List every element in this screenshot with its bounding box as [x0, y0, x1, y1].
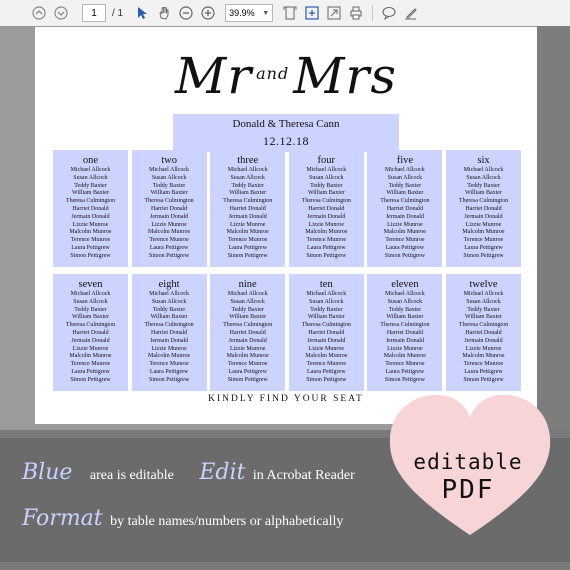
guest-name: Harriet Donald — [465, 205, 502, 212]
guest-name: Laura Pettigrew — [149, 368, 189, 375]
guest-name: Teddy Baxter — [467, 306, 500, 313]
guest-name: Jermain Donald — [307, 213, 346, 220]
guest-name: Terence Munroe — [227, 361, 268, 368]
guest-name: Jermain Donald — [464, 337, 503, 344]
footer-text: KINDLY FIND YOUR SEAT — [208, 394, 364, 404]
guest-name: Simon Pettigrew — [227, 252, 268, 259]
guest-name: Simon Pettigrew — [227, 376, 268, 383]
guest-name: Laura Pettigrew — [228, 244, 267, 251]
guest-name: Michael Allcock — [463, 291, 504, 297]
guest-name: Terence Munroe — [227, 237, 268, 244]
guest-name: Lizzie Munroe — [229, 345, 266, 352]
guest-name: Lizzie Munroe — [229, 221, 266, 228]
guest-name: Simon Pettigrew — [70, 252, 111, 259]
guest-name: William Baxter — [229, 190, 267, 197]
guest-name: Harriet Donald — [229, 205, 266, 212]
table-name: eight — [158, 279, 180, 290]
guest-name: Simon Pettigrew — [70, 376, 111, 383]
guest-name: Lizzie Munroe — [465, 221, 502, 228]
table-name: four — [317, 155, 336, 166]
guest-name: Harriet Donald — [151, 205, 188, 212]
guest-name: Simon Pettigrew — [384, 252, 425, 259]
zoom-level-select[interactable] — [225, 4, 273, 22]
guest-name: Laura Pettigrew — [71, 368, 110, 375]
heart-text-editable: editable — [413, 450, 523, 474]
guest-name: Theresa Culmington — [65, 198, 116, 205]
guest-name: Simon Pettigrew — [306, 376, 347, 383]
table-name: seven — [78, 279, 103, 290]
guest-name: Simon Pettigrew — [306, 252, 347, 259]
guest-name: Terence Munroe — [149, 237, 189, 244]
guest-name: Malcolm Munroe — [69, 229, 112, 236]
promo-script-edit: Edit — [199, 460, 246, 485]
guest-name: Laura Pettigrew — [307, 244, 346, 251]
guest-name: Laura Pettigrew — [71, 244, 110, 251]
guest-name: William Baxter — [72, 314, 109, 321]
guest-name: Theresa Culmington — [65, 322, 116, 329]
guest-name: Susan Allcock — [466, 174, 501, 181]
guest-name: Michael Allcock — [306, 291, 347, 297]
guest-name: Susan Allcock — [151, 298, 187, 305]
guest-name: William Baxter — [150, 190, 188, 197]
guest-name: Malcolm Munroe — [462, 229, 505, 236]
table-name: three — [237, 155, 259, 166]
title-mrs: Mrs — [293, 47, 397, 105]
guest-name: Lizzie Munroe — [387, 345, 423, 352]
guest-name: William Baxter — [386, 190, 424, 197]
fit-page-icon[interactable] — [281, 4, 299, 22]
guest-name: Michael Allcock — [227, 167, 268, 173]
guest-name: Terence Munroe — [463, 237, 504, 244]
guest-name: Malcolm Munroe — [69, 353, 112, 360]
full-screen-icon[interactable] — [325, 4, 343, 22]
seating-table-five[interactable] — [367, 150, 442, 267]
guest-name: Terence Munroe — [306, 237, 346, 244]
guest-name: Michael Allcock — [70, 291, 111, 297]
guest-name: Susan Allcock — [387, 174, 423, 181]
page-up-icon[interactable] — [30, 4, 48, 22]
guest-name: Terence Munroe — [149, 361, 189, 368]
guest-name: Michael Allcock — [463, 167, 504, 173]
couple-names: Donald & Theresa Cann — [232, 118, 340, 130]
table-name: ten — [319, 279, 333, 290]
guest-name: Terence Munroe — [70, 361, 111, 368]
guest-name: Teddy Baxter — [152, 182, 186, 189]
guest-name: Theresa Culmington — [458, 198, 509, 205]
guest-name: Michael Allcock — [149, 291, 189, 297]
guest-name: William Baxter — [386, 314, 424, 321]
guest-name: Harriet Donald — [229, 329, 266, 336]
guest-name: Michael Allcock — [70, 167, 111, 173]
guest-name: Teddy Baxter — [388, 182, 422, 189]
guest-name: Terence Munroe — [385, 361, 425, 368]
guest-name: Teddy Baxter — [74, 182, 107, 189]
guest-name: Jermain Donald — [228, 337, 267, 344]
guest-name: Malcolm Munroe — [383, 229, 426, 236]
seating-table-seven[interactable] — [53, 274, 128, 391]
page-down-icon[interactable] — [52, 4, 70, 22]
guest-name: Harriet Donald — [308, 205, 345, 212]
zoom-in-icon[interactable] — [199, 4, 217, 22]
guest-name: Teddy Baxter — [310, 306, 343, 313]
guest-name: Malcolm Munroe — [305, 353, 348, 360]
comment-icon[interactable] — [380, 4, 398, 22]
zoom-out-icon[interactable] — [177, 4, 195, 22]
guest-name: Terence Munroe — [306, 361, 346, 368]
seating-table-eight[interactable] — [132, 274, 207, 391]
guest-name: Jermain Donald — [150, 337, 189, 344]
guest-name: Jermain Donald — [71, 337, 110, 344]
guest-name: Susan Allcock — [230, 298, 265, 305]
guest-name: Laura Pettigrew — [385, 244, 425, 251]
promo-line-2 — [22, 506, 343, 531]
guest-name: Harriet Donald — [308, 329, 345, 336]
seating-table-six[interactable] — [446, 150, 521, 267]
guest-name: Simon Pettigrew — [463, 376, 504, 383]
guest-name: Theresa Culmington — [223, 322, 273, 329]
table-name: eleven — [391, 279, 419, 290]
guest-name: Terence Munroe — [463, 361, 504, 368]
guest-name: Lizzie Munroe — [151, 345, 187, 352]
guest-name: William Baxter — [465, 190, 502, 197]
guest-name: Harriet Donald — [72, 205, 109, 212]
table-name: two — [161, 155, 177, 166]
couple-names-field[interactable] — [173, 114, 399, 152]
seating-table-two[interactable] — [132, 150, 207, 267]
guest-name: Jermain Donald — [150, 213, 189, 220]
guest-name: Susan Allcock — [466, 298, 501, 305]
guest-name: Michael Allcock — [384, 291, 425, 297]
guest-name: William Baxter — [229, 314, 267, 321]
guest-name: William Baxter — [150, 314, 188, 321]
guest-name: Susan Allcock — [387, 298, 423, 305]
interactive-zoom-icon[interactable] — [303, 4, 321, 22]
guest-name: Laura Pettigrew — [228, 368, 267, 375]
guest-name: Lizzie Munroe — [465, 345, 502, 352]
guest-name: Malcolm Munroe — [148, 353, 191, 360]
guest-name: Lizzie Munroe — [308, 221, 345, 228]
guest-name: Lizzie Munroe — [72, 221, 109, 228]
seating-table-nine[interactable] — [210, 274, 285, 391]
guest-name: Laura Pettigrew — [385, 368, 425, 375]
seating-table-ten[interactable] — [289, 274, 364, 391]
guest-name: Laura Pettigrew — [307, 368, 346, 375]
guest-name: Lizzie Munroe — [151, 221, 187, 228]
select-tool-icon[interactable] — [133, 4, 151, 22]
seating-table-twelve[interactable] — [446, 274, 521, 391]
seating-chart-page — [35, 27, 537, 424]
guest-name: William Baxter — [307, 190, 345, 197]
seating-table-four[interactable] — [289, 150, 364, 267]
guest-name: Malcolm Munroe — [226, 353, 269, 360]
guest-name: Terence Munroe — [70, 237, 111, 244]
event-date: 12.12.18 — [263, 134, 309, 148]
promo-script-blue: Blue — [22, 460, 73, 485]
table-name: twelve — [469, 279, 498, 290]
guest-name: Malcolm Munroe — [226, 229, 269, 236]
guest-name: Simon Pettigrew — [384, 376, 425, 383]
guest-name: Theresa Culmington — [301, 322, 351, 329]
guest-name: Simon Pettigrew — [149, 252, 190, 259]
guest-name: Malcolm Munroe — [148, 229, 191, 236]
seating-table-three[interactable] — [210, 150, 285, 267]
guest-name: Theresa Culmington — [380, 198, 430, 205]
guest-name: Teddy Baxter — [310, 182, 343, 189]
guest-name: Susan Allcock — [73, 174, 108, 181]
guest-name: Simon Pettigrew — [463, 252, 504, 259]
guest-name: Malcolm Munroe — [462, 353, 505, 360]
zoom-level-value: 39.9% — [229, 8, 255, 18]
title-mr: Mr — [175, 47, 253, 105]
viewer-side-strip — [536, 26, 570, 430]
guest-name: Theresa Culmington — [301, 198, 351, 205]
guest-name: Teddy Baxter — [74, 306, 107, 313]
guest-name: Teddy Baxter — [467, 182, 500, 189]
guest-name: Teddy Baxter — [388, 306, 422, 313]
guest-name: William Baxter — [72, 190, 109, 197]
guest-name: Lizzie Munroe — [308, 345, 345, 352]
acrobat-toolbar — [0, 0, 570, 27]
promo-text-2: in Acrobat Reader — [252, 468, 355, 483]
promo-line-1 — [22, 460, 355, 485]
guest-name: Terence Munroe — [385, 237, 425, 244]
guest-name: Theresa Culmington — [380, 322, 430, 329]
page-number-input[interactable]: 1 — [82, 4, 106, 22]
guest-name: Harriet Donald — [151, 329, 188, 336]
guest-name: Lizzie Munroe — [72, 345, 109, 352]
guest-name: Jermain Donald — [71, 213, 110, 220]
guest-name: William Baxter — [465, 314, 502, 321]
guest-name: Susan Allcock — [309, 174, 344, 181]
page-title — [35, 47, 537, 105]
toolbar-separator — [372, 5, 373, 21]
guest-name: Jermain Donald — [385, 337, 424, 344]
page-total: / 1 — [112, 7, 124, 19]
heart-text-pdf: PDF — [441, 475, 495, 505]
promo-script-format: Format — [22, 506, 103, 531]
guest-name: Laura Pettigrew — [464, 368, 503, 375]
table-name: one — [82, 155, 99, 166]
sign-pen-icon[interactable] — [402, 4, 420, 22]
promo-text-1: area is editable — [89, 468, 174, 483]
guest-name: Michael Allcock — [149, 167, 189, 173]
guest-name: Simon Pettigrew — [149, 376, 190, 383]
table-name: nine — [238, 279, 257, 290]
seating-table-one[interactable] — [53, 150, 128, 267]
guest-name: Susan Allcock — [151, 174, 187, 181]
guest-name: Malcolm Munroe — [383, 353, 426, 360]
guest-name: Theresa Culmington — [144, 322, 194, 329]
guest-name: Jermain Donald — [307, 337, 346, 344]
chevron-down-icon: ▼ — [262, 9, 270, 17]
guest-name: Teddy Baxter — [231, 306, 264, 313]
guest-name: Jermain Donald — [385, 213, 424, 220]
guest-name: Susan Allcock — [73, 298, 108, 305]
guest-name: Jermain Donald — [228, 213, 267, 220]
guest-name: Teddy Baxter — [152, 306, 186, 313]
seating-table-eleven[interactable] — [367, 274, 442, 391]
guest-name: Laura Pettigrew — [464, 244, 503, 251]
guest-name: Michael Allcock — [227, 291, 268, 297]
guest-name: Harriet Donald — [386, 329, 423, 336]
table-name: six — [477, 155, 490, 166]
guest-name: Jermain Donald — [464, 213, 503, 220]
tables-grid — [53, 150, 521, 391]
guest-name: Lizzie Munroe — [387, 221, 423, 228]
guest-name: Michael Allcock — [384, 167, 425, 173]
guest-name: Theresa Culmington — [458, 322, 509, 329]
guest-name: Harriet Donald — [465, 329, 502, 336]
guest-name: Laura Pettigrew — [149, 244, 189, 251]
guest-name: Teddy Baxter — [231, 182, 264, 189]
guest-name: Theresa Culmington — [223, 198, 273, 205]
guest-name: Malcolm Munroe — [305, 229, 348, 236]
promo-text-3: by table names/numbers or alphabetically — [110, 514, 344, 529]
table-name: five — [396, 155, 414, 166]
guest-name: Susan Allcock — [309, 298, 344, 305]
guest-name: Harriet Donald — [386, 205, 423, 212]
guest-name: Susan Allcock — [230, 174, 265, 181]
title-and: and — [256, 64, 290, 83]
guest-name: Michael Allcock — [306, 167, 347, 173]
print-icon[interactable] — [347, 4, 365, 22]
guest-name: Theresa Culmington — [144, 198, 194, 205]
hand-tool-icon[interactable] — [155, 4, 173, 22]
guest-name: Harriet Donald — [72, 329, 109, 336]
guest-name: William Baxter — [307, 314, 345, 321]
